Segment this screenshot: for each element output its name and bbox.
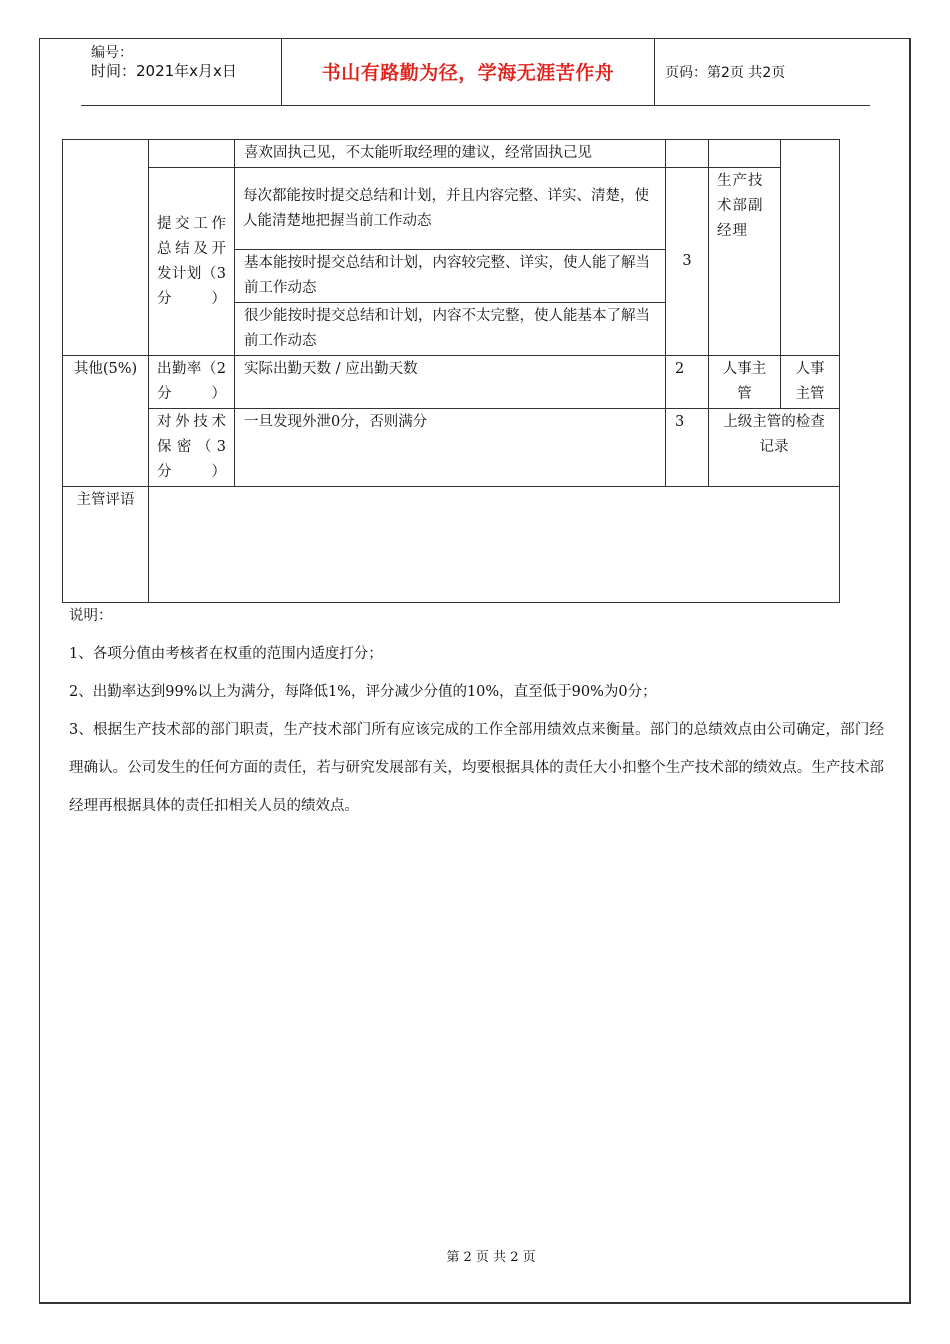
category-other: 其他(5%) — [63, 356, 149, 487]
evaluator-confidentiality: 上级主管的检查记录 — [709, 409, 840, 487]
item-cell-empty — [149, 140, 235, 168]
table-row — [63, 168, 840, 250]
table-row — [63, 487, 840, 603]
criterion-confidentiality: 一旦发现外泄0分，否则满分 — [235, 409, 666, 487]
evaluator-attendance: 人事主管 — [709, 356, 781, 409]
evaluator-cell-empty — [709, 140, 781, 168]
table-row — [63, 409, 840, 487]
item-attendance: 出勤率（2分） — [149, 356, 235, 409]
source-attendance: 人事主管 — [781, 356, 840, 409]
header-meta-cell — [81, 38, 282, 105]
header-page-cell — [655, 38, 870, 105]
score-cell-empty — [666, 140, 709, 168]
criterion-cell: 很少能按时提交总结和计划，内容不太完整，使人能基本了解当前工作动态 — [235, 303, 666, 356]
header-motto-cell — [282, 38, 655, 105]
comment-label: 主管评语 — [63, 487, 149, 603]
table-row — [63, 356, 840, 409]
table-row — [63, 140, 840, 168]
note-item: 2、出勤率达到99%以上为满分，每降低1%，评分减少分值的10%，直至低于90%为0分； — [69, 684, 657, 700]
criterion-cell: 基本能按时提交总结和计划，内容较完整、详实，使人能了解当前工作动态 — [235, 250, 666, 303]
item-submit-plan: 提交工作总结及开发计划（3分） — [149, 168, 235, 356]
evaluator-submit-plan: 生产技术部副经理 — [709, 168, 781, 356]
document-time: 时间：2021年x月x日 — [91, 62, 237, 80]
header-page-number: 页码：第2页 共2页 — [665, 64, 786, 81]
notes-title: 说明： — [69, 608, 113, 624]
document-number: 编号： — [91, 45, 133, 61]
source-cell-empty — [781, 140, 840, 356]
page-footer: 第 2 页 共 2 页 — [446, 1250, 536, 1265]
criterion-cell: 每次都能按时提交总结和计划，并且内容完整、详实、清楚，使人能清楚地把握当前工作动态 — [235, 168, 666, 250]
comment-area[interactable] — [149, 487, 840, 603]
category-cell-empty — [63, 140, 149, 356]
notes-section — [69, 597, 884, 825]
header-motto: 书山有路勤为径，学海无涯苦作舟 — [321, 62, 615, 84]
note-item: 3、根据生产技术部的部门职责，生产技术部门所有应该完成的工作全部用绩效点来衡量。部门的总绩效点由公司确定，部门经理确认。公司发生的任何方面的责任，若与研究发展部有关，均要根据具体的责任大小扣整个生产技术部的绩效点。生产技术部经理再根据具体的责任扣相关人员的绩效点。 — [69, 722, 884, 814]
score-submit-plan: 3 — [666, 168, 709, 356]
evaluation-table — [62, 139, 840, 603]
page-header — [81, 38, 870, 106]
score-attendance: 2 — [666, 356, 709, 409]
criterion-attendance: 实际出勤天数 / 应出勤天数 — [235, 356, 666, 409]
criterion-cell: 喜欢固执己见，不太能听取经理的建议，经常固执己见 — [235, 140, 666, 168]
score-confidentiality: 3 — [666, 409, 709, 487]
item-confidentiality: 对外技术保密（3分） — [149, 409, 235, 487]
note-item: 1、各项分值由考核者在权重的范围内适度打分； — [69, 646, 383, 662]
